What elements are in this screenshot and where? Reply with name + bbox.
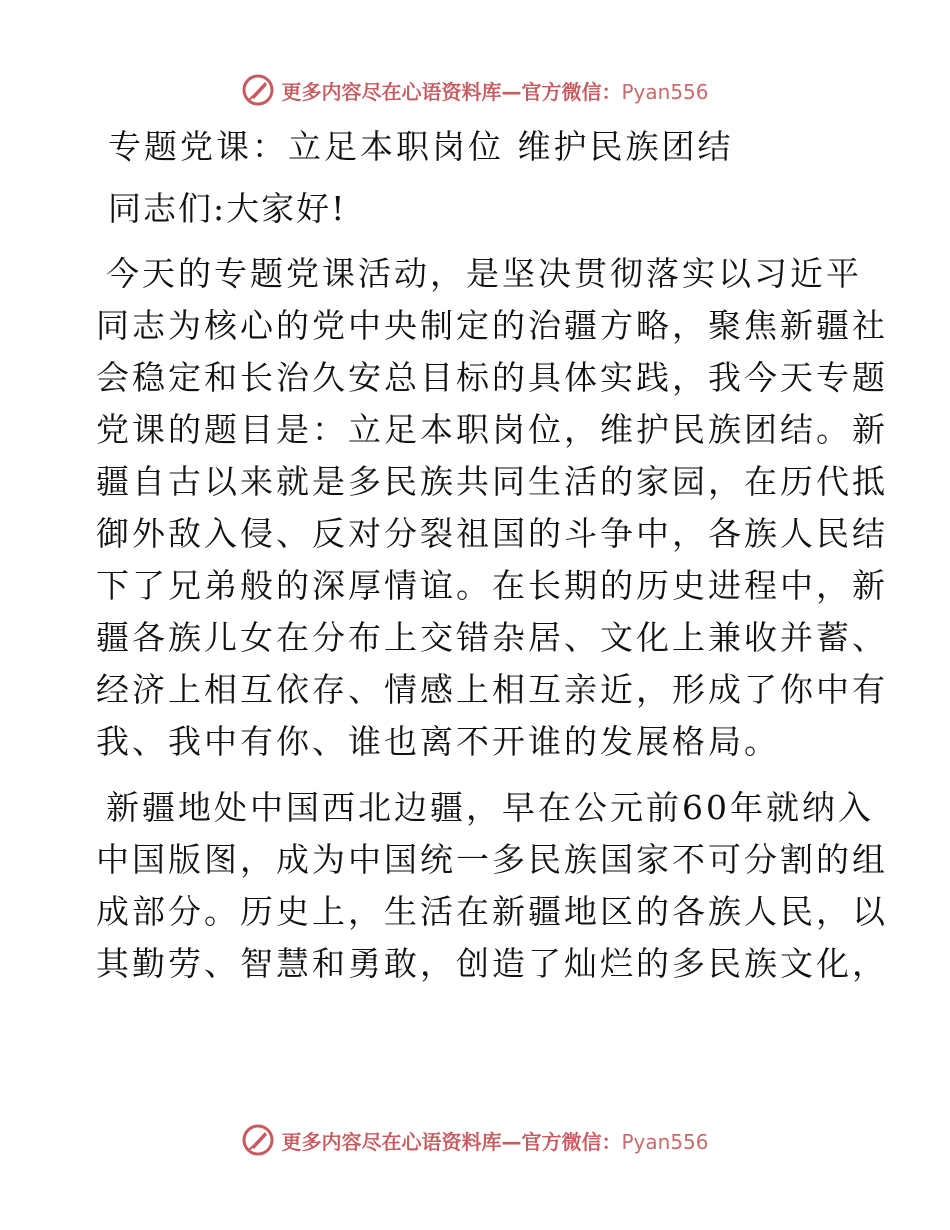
paragraph-line: 疆各族儿女在分布上交错杂居、文化上兼收并蓄、 [96,618,888,657]
banner-text: 更多内容尽在心语资料库—官方微信：Pyan556 [281,1129,709,1154]
paragraph-line: 我、我中有你、谁也离不开谁的发展格局。 [96,722,780,761]
greeting-line: 同志们:大家好! [108,189,347,228]
banner-wechat-id: Pyan556 [621,79,709,104]
paragraph-line: 经济上相互依存、情感上相互亲近，形成了你中有 [96,670,888,709]
paragraph-line: 中国版图，成为中国统一多民族国家不可分割的组 [96,840,888,879]
document-title: 专题党课：立足本职岗位 维护民族团结 [108,127,734,166]
paragraph-line: 今天的专题党课活动，是坚决贯彻落实以习近平 [106,254,862,293]
paragraph-line: 疆自古以来就是多民族共同生活的家园，在历代抵 [96,462,888,501]
paragraph-line: 下了兄弟般的深厚情谊。在长期的历史进程中，新 [96,566,888,605]
quill-logo-icon [241,1123,275,1157]
banner-text: 更多内容尽在心语资料库—官方微信：Pyan556 [281,79,709,104]
paragraph-line: 会稳定和长治久安总目标的具体实践，我今天专题 [96,358,888,397]
header-banner [0,70,950,110]
footer-banner [0,1120,950,1160]
banner-wechat-id: Pyan556 [621,1129,709,1154]
paragraph-line: 御外敌入侵、反对分裂祖国的斗争中，各族人民结 [96,514,888,553]
document-body [96,118,888,1004]
paragraph-line: 同志为核心的党中央制定的治疆方略，聚焦新疆社 [96,306,888,345]
paragraph-line: 成部分。历史上，生活在新疆地区的各族人民，以 [96,892,888,931]
paragraph-1 [96,248,888,768]
paragraph-2 [96,782,888,990]
paragraph-line: 新疆地处中国西北边疆，早在公元前60年就纳入 [106,788,874,827]
paragraph-line: 党课的题目是：立足本职岗位，维护民族团结。新 [96,410,888,449]
paragraph-line: 其勤劳、智慧和勇敢，创造了灿烂的多民族文化， [96,944,888,983]
quill-logo-icon [241,73,275,107]
